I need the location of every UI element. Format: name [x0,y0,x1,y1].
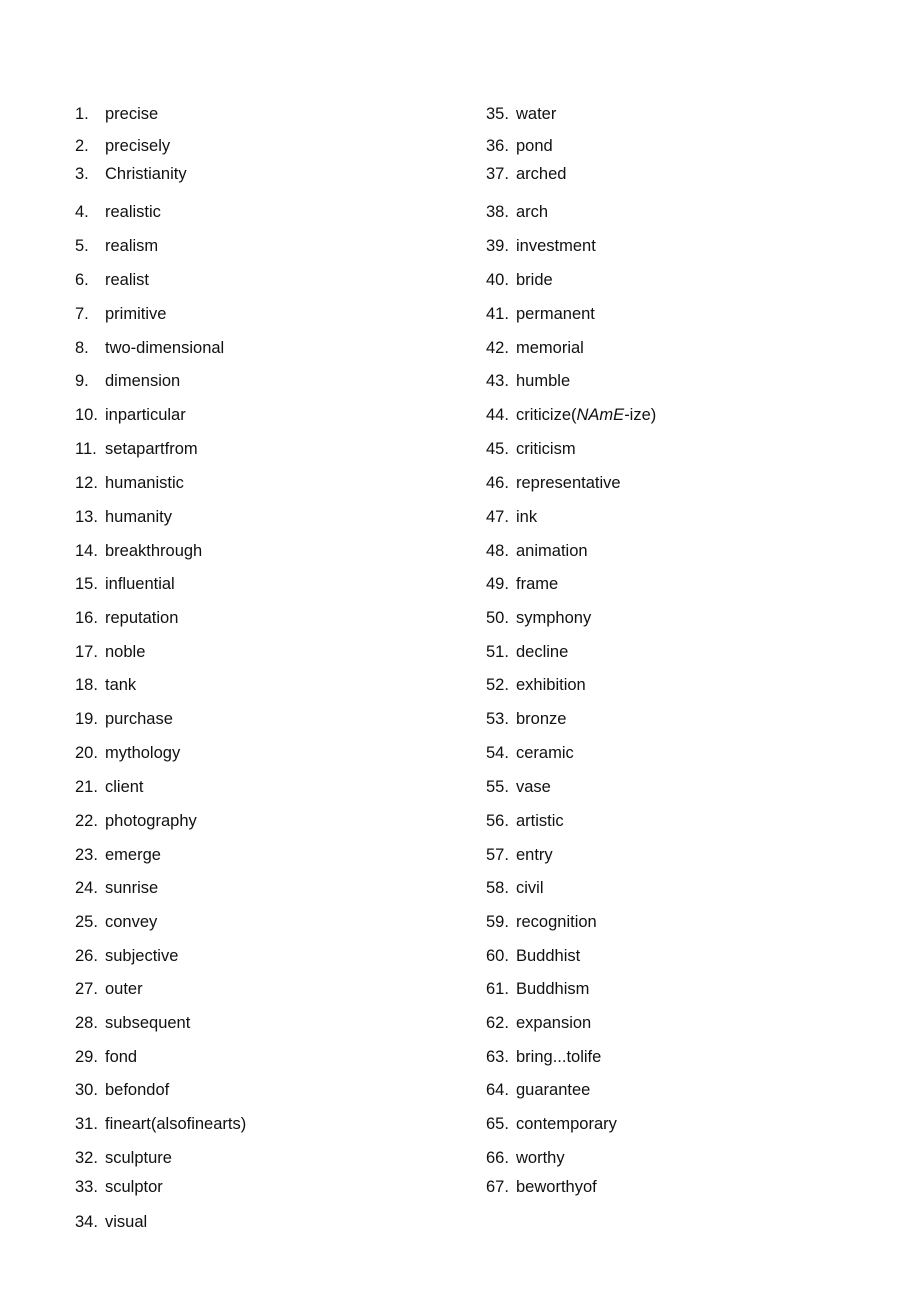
word-entry [486,136,553,156]
word-entry [486,164,566,184]
word-entry [486,912,597,932]
entry-number: 67. [486,1178,509,1196]
entry-number: 27. [75,980,98,998]
entry-word: water [516,105,557,123]
entry-word: photography [105,812,197,830]
entry-word: civil [516,879,544,897]
entry-word: tank [105,676,137,694]
entry-word: befondof [105,1081,170,1099]
word-entry [486,811,564,831]
entry-word: precise [105,105,159,123]
entry-word: fond [105,1048,138,1066]
entry-number: 59. [486,913,509,931]
entry-number: 9. [75,372,89,390]
entry-number: 28. [75,1014,98,1032]
entry-word: noble [105,643,146,661]
word-entry [486,202,548,222]
entry-word: entry [516,846,553,864]
entry-word: Christianity [105,165,187,183]
word-entry [486,405,656,425]
entry-number: 58. [486,879,509,897]
entry-number: 17. [75,643,98,661]
entry-word: convey [105,913,158,931]
entry-number: 8. [75,339,89,357]
entry-word: arch [516,203,549,221]
entry-number: 63. [486,1048,509,1066]
entry-number: 66. [486,1149,509,1167]
entry-number: 21. [75,778,98,796]
entry-number: 11. [75,440,97,458]
entry-number: 30. [75,1081,98,1099]
entry-number: 54. [486,744,509,762]
entry-number: 15. [75,575,98,593]
word-entry [486,1080,590,1100]
entry-word: subsequent [105,1014,191,1032]
entry-word: realism [105,237,159,255]
word-entry [486,541,588,561]
entry-word: sunrise [105,879,159,897]
entry-word: investment [516,237,596,255]
note-open-paren: ( [571,406,577,424]
entry-word: realistic [105,203,161,221]
entry-number: 40. [486,271,509,289]
entry-word: criticize [516,406,572,424]
word-entry [486,1013,591,1033]
word-entry [486,574,558,594]
entry-word: beworthyof [516,1178,597,1196]
entry-number: 2. [75,137,89,155]
entry-number: 26. [75,947,98,965]
entry-word: two-dimensional [105,339,225,357]
entry-word: animation [516,542,588,560]
entry-number: 10. [75,406,98,424]
entry-number: 56. [486,812,509,830]
word-entry [486,1177,597,1197]
word-entry [486,845,553,865]
entry-number: 60. [486,947,509,965]
entry-number: 48. [486,542,509,560]
word-entry [486,946,580,966]
entry-number: 41. [486,305,509,323]
word-entry [486,104,556,124]
entry-number: 19. [75,710,98,728]
word-entry [486,270,553,290]
entry-number: 16. [75,609,98,627]
word-entry [486,777,551,797]
word-entry [486,507,537,527]
entry-word: symphony [516,609,592,627]
entry-word: worthy [516,1149,565,1167]
word-entry [486,608,591,628]
entry-number: 35. [486,105,509,123]
word-entry [486,439,576,459]
entry-word: decline [516,643,569,661]
entry-word: recognition [516,913,597,931]
entry-number: 62. [486,1014,509,1032]
entry-number: 3. [75,165,89,183]
entry-word: primitive [105,305,167,323]
entry-number: 20. [75,744,98,762]
entry-word: precisely [105,137,171,155]
entry-word: fineart(alsofinearts) [105,1115,247,1133]
entry-number: 50. [486,609,509,627]
entry-word: pond [516,137,553,155]
entry-word: bring...tolife [516,1048,602,1066]
entry-word: humanistic [105,474,184,492]
entry-word: Buddhist [516,947,581,965]
entry-number: 12. [75,474,98,492]
entry-number: 5. [75,237,89,255]
entry-number: 46. [486,474,509,492]
word-entry [486,709,566,729]
entry-number: 43. [486,372,509,390]
entry-word: outer [105,980,143,998]
word-entry [486,338,584,358]
entry-word: realist [105,271,150,289]
word-entry [486,642,568,662]
entry-number: 29. [75,1048,98,1066]
entry-word: memorial [516,339,584,357]
entry-word: humanity [105,508,172,526]
entry-word: representative [516,474,621,492]
word-entry [486,473,621,493]
entry-word: bride [516,271,553,289]
entry-word: client [105,778,144,796]
entry-number: 49. [486,575,509,593]
entry-number: 38. [486,203,509,221]
entry-number: 25. [75,913,98,931]
entry-word: ceramic [516,744,574,762]
entry-word: mythology [105,744,181,762]
entry-word: exhibition [516,676,586,694]
entry-word: reputation [105,609,179,627]
entry-number: 34. [75,1213,98,1231]
note-italic-text: NAmE [576,406,625,424]
entry-number: 57. [486,846,509,864]
entry-word: setapartfrom [105,440,198,458]
entry-word: expansion [516,1014,592,1032]
entry-number: 6. [75,271,89,289]
entry-number: 65. [486,1115,509,1133]
entry-number: 18. [75,676,98,694]
entry-number: 4. [75,203,89,221]
entry-word: frame [516,575,559,593]
entry-word: permanent [516,305,595,323]
entry-word: criticism [516,440,576,458]
entry-word: bronze [516,710,567,728]
entry-word: influential [105,575,175,593]
entry-usage-note [571,406,656,424]
entry-number: 31. [75,1115,98,1133]
word-entry [486,1114,617,1134]
entry-number: 32. [75,1149,98,1167]
entry-number: 64. [486,1081,509,1099]
word-entry [486,675,586,695]
entry-number: 44. [486,406,509,424]
entry-number: 13. [75,508,98,526]
entry-word: dimension [105,372,181,390]
entry-word: guarantee [516,1081,591,1099]
entry-number: 1. [75,105,89,123]
word-entry [486,1047,601,1067]
entry-word: purchase [105,710,173,728]
entry-number: 22. [75,812,98,830]
entry-number: 33. [75,1178,98,1196]
entry-number: 24. [75,879,98,897]
entry-number: 14. [75,542,98,560]
entry-number: 39. [486,237,509,255]
word-entry [486,979,589,999]
entry-number: 23. [75,846,98,864]
entry-number: 51. [486,643,509,661]
entry-word: emerge [105,846,161,864]
entry-number: 45. [486,440,509,458]
entry-word: contemporary [516,1115,617,1133]
entry-word: sculptor [105,1178,163,1196]
entry-word: inparticular [105,406,186,424]
word-entry [486,1148,565,1168]
entry-word: visual [105,1213,148,1231]
entry-word: humble [516,372,571,390]
entry-number: 55. [486,778,509,796]
entry-number: 42. [486,339,509,357]
entry-number: 61. [486,980,509,998]
entry-number: 7. [75,305,89,323]
entry-number: 36. [486,137,509,155]
entry-number: 37. [486,165,509,183]
word-entry [486,304,595,324]
entry-word: arched [516,165,567,183]
word-entry [486,236,596,256]
entry-number: 47. [486,508,509,526]
entry-number: 52. [486,676,509,694]
note-rest-text: -ize) [624,406,657,424]
entry-word: ink [516,508,538,526]
word-entry [486,743,574,763]
entry-word: subjective [105,947,179,965]
entry-word: vase [516,778,551,796]
word-entry [486,371,570,391]
entry-word: artistic [516,812,564,830]
entry-number: 53. [486,710,509,728]
entry-word: Buddhism [516,980,590,998]
entry-word: sculpture [105,1149,172,1167]
word-entry [486,878,544,898]
entry-word: breakthrough [105,542,203,560]
